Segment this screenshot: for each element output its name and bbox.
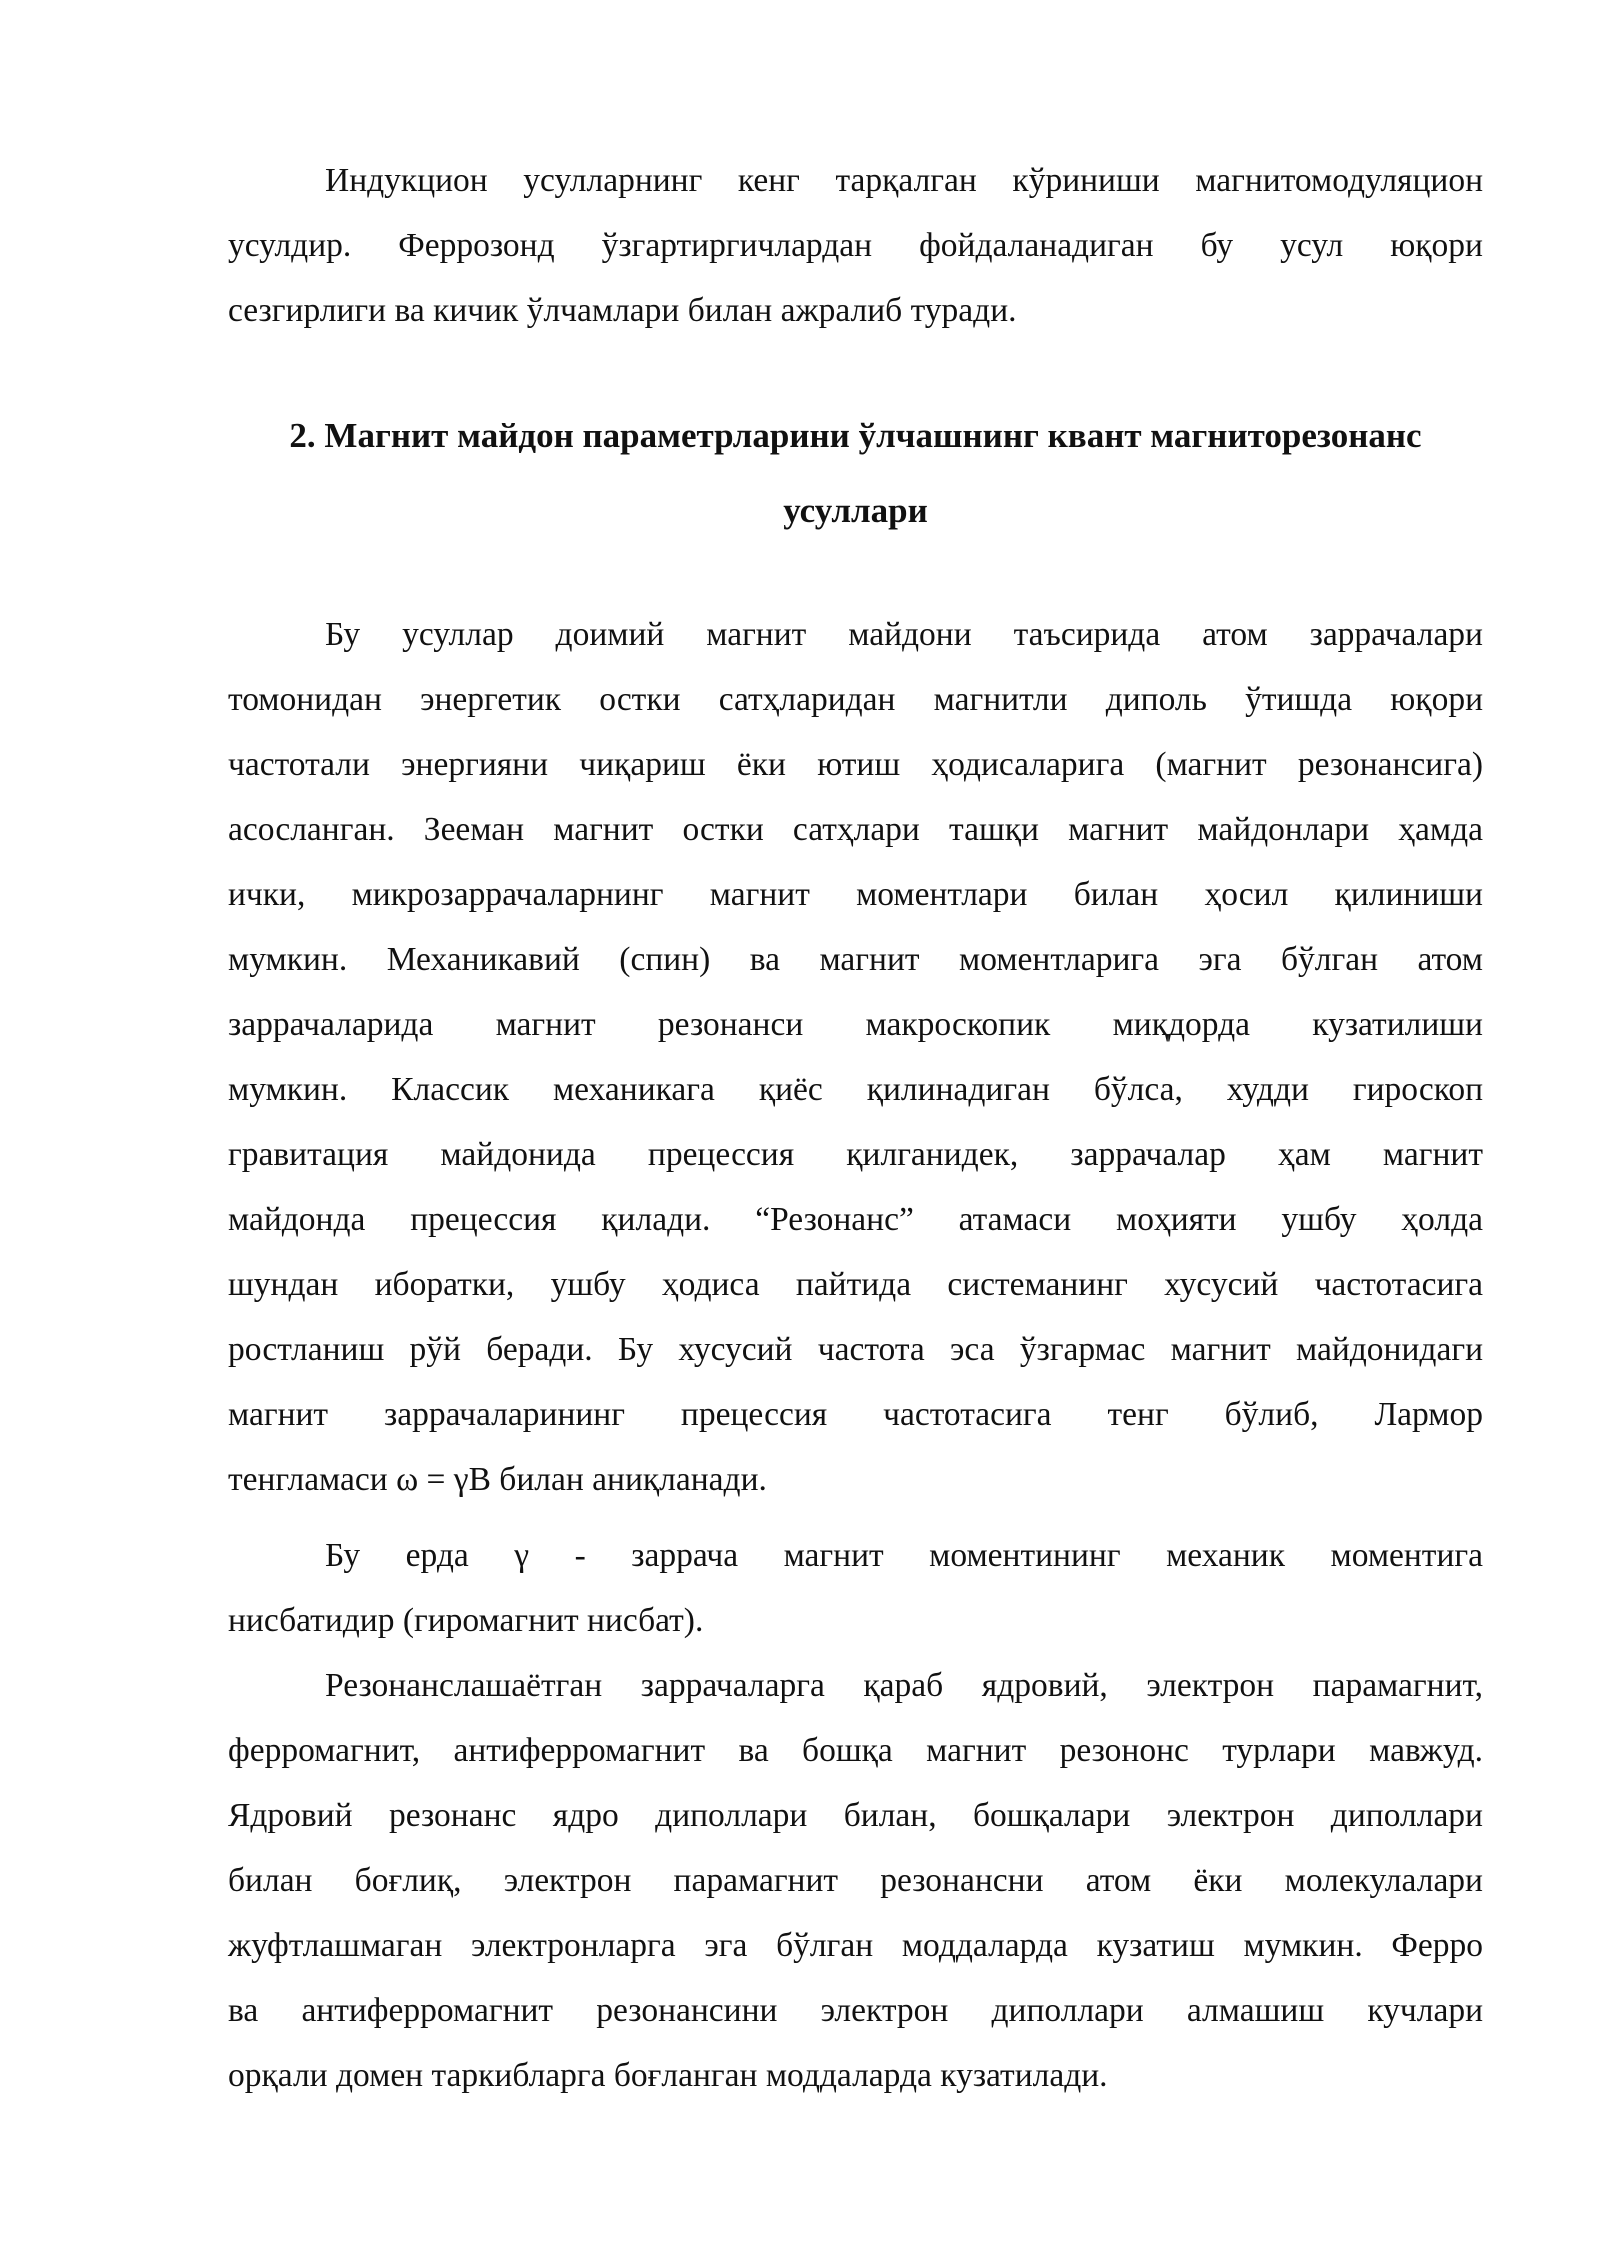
text-line: сезгирлиги ва кичик ўлчамлари билан ажралиб туради. — [228, 292, 1017, 329]
section-heading-line: усуллари — [783, 491, 928, 530]
text-line: Бу усуллар доимий магнит майдони таъсирида атом заррачалари — [325, 616, 1483, 653]
text-line: Индукцион усулларнинг кенг тарқалган кўриниши магнитомодуляцион — [325, 162, 1483, 199]
section-heading — [228, 398, 1483, 548]
text-line: ва антиферромагнит резонансини электрон диполлари алмашиш кучлари — [228, 1992, 1483, 2029]
text-line: майдонда прецессия қилади. “Резонанс” атамаси моҳияти ушбу ҳолда — [228, 1201, 1483, 1238]
text-line: жуфтлашмаган электронларга эга бўлган моддаларда кузатиш мумкин. Ферро — [228, 1927, 1483, 1964]
text-line: шундан иборатки, ушбу ҳодиса пайтида системанинг хусусий частотасига — [228, 1266, 1483, 1303]
text-line: заррачаларида магнит резонанси макроскопик миқдорда кузатилиши — [228, 1006, 1483, 1043]
text-line: усулдир. Феррозонд ўзгартиргичлардан фойдаланадиган бу усул юқори — [228, 227, 1483, 264]
paragraph-resonance-types — [228, 1653, 1483, 2108]
text-line: томонидан энергетик остки сатҳларидан магнитли диполь ўтишда юқори — [228, 681, 1483, 718]
paragraph-magnetic-resonance — [228, 602, 1483, 1512]
paragraph-induction-methods — [228, 148, 1483, 343]
text-line: ростланиш рўй беради. Бу хусусий частота эса ўзгармас магнит майдонидаги — [228, 1331, 1483, 1368]
section-heading-line: 2. Магнит майдон параметрларини ўлчашнинг квант магниторезонанс — [289, 416, 1422, 455]
text-line: ички, микрозаррачаларнинг магнит моментлари билан ҳосил қилиниши — [228, 876, 1483, 913]
paragraph-gyromagnetic-ratio — [228, 1523, 1483, 1653]
text-line: орқали домен таркибларга боғланган моддаларда кузатилади. — [228, 2057, 1108, 2094]
text-line: Бу ерда γ - заррача магнит моментининг механик моментига — [325, 1537, 1483, 1574]
text-line: Резонанслашаётган заррачаларга қараб ядровий, электрон парамагнит, — [325, 1667, 1483, 1704]
text-line: частотали энергияни чиқариш ёки ютиш ҳодисаларига (магнит резонансига) — [228, 746, 1483, 783]
text-line: асосланган. Зееман магнит остки сатҳлари ташқи магнит майдонлари ҳамда — [228, 811, 1483, 848]
text-line: билан боғлиқ, электрон парамагнит резонансни атом ёки молекулалари — [228, 1862, 1483, 1899]
text-line: ферромагнит, антиферромагнит ва бошқа магнит резононс турлари мавжуд. — [228, 1732, 1483, 1769]
text-line: мумкин. Механикавий (спин) ва магнит моментларига эга бўлган атом — [228, 941, 1483, 978]
text-line: магнит заррачаларининг прецессия частотасига тенг бўлиб, Лармор — [228, 1396, 1483, 1433]
text-line: мумкин. Классик механикага қиёс қилинадиган бўлса, худди гироскоп — [228, 1071, 1483, 1108]
text-line: гравитация майдонида прецессия қилганидек, заррачалар ҳам магнит — [228, 1136, 1483, 1173]
text-line: тенгламаси ω = γB билан аниқланади. — [228, 1461, 767, 1498]
text-line: нисбатидир (гиромагнит нисбат). — [228, 1602, 704, 1639]
text-line: Ядровий резонанс ядро диполлари билан, бошқалари электрон диполлари — [228, 1797, 1483, 1834]
